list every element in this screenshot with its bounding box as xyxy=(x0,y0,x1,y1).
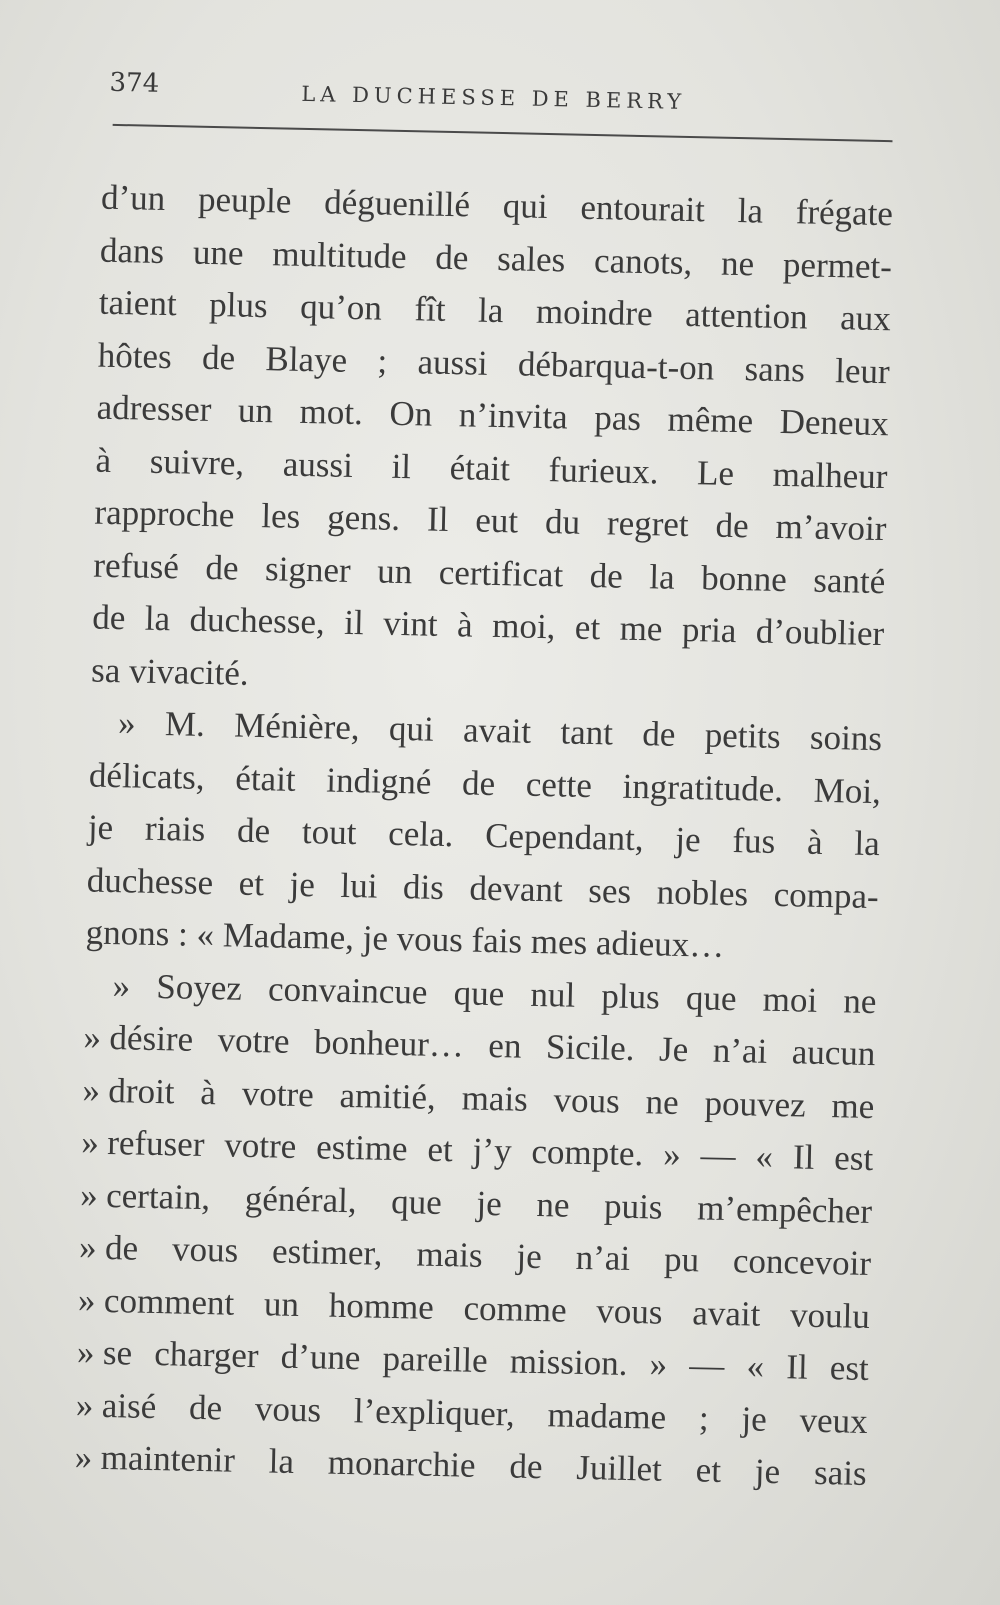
text-line: aisé de vous l’expliquer, madame ; je veux xyxy=(101,1385,869,1441)
text-line: hôtes de Blaye ; aussi débarqua-t-on sans leur xyxy=(97,335,891,391)
text-line: gnons : « Madame, je vous fais mes adieux… xyxy=(85,912,725,965)
text-line: refusé de signer un certificat de la bonne santé xyxy=(93,545,886,601)
paragraph-3 xyxy=(74,959,877,1500)
paragraph-2 xyxy=(85,697,882,976)
header-rule xyxy=(113,124,893,142)
text-line: de la duchesse, il vint à moi, et me pria d’oublier xyxy=(91,597,885,654)
page-number: 374 xyxy=(109,67,160,99)
quote-mark: » xyxy=(79,1174,99,1215)
text-line: taient plus qu’on fît la moindre attention aux xyxy=(98,282,892,339)
text-line: comment un homme comme vous avait voulu xyxy=(103,1280,871,1336)
quote-mark: » xyxy=(83,1017,102,1057)
text-line: droit à votre amitié, mais vous ne pouvez me xyxy=(108,1070,875,1126)
paragraph-1 xyxy=(91,172,894,713)
body-text xyxy=(74,172,893,1501)
text-line: désire votre bonheur… en Sicile. Je n’ai aucun xyxy=(109,1018,876,1074)
text-line: » Soyez convaincue que nul plus que moi ne xyxy=(112,965,877,1021)
quote-mark: » xyxy=(75,1384,94,1425)
quote-mark: » xyxy=(78,1227,98,1267)
running-title: LA DUCHESSE DE BERRY xyxy=(301,81,687,114)
text-line: maintenir la monarchie de Juillet et je sais xyxy=(100,1437,867,1493)
text-line: délicats, était indigné de cette ingratitude. Moi, xyxy=(88,755,882,811)
quote-mark: » xyxy=(76,1332,95,1372)
quote-mark: » xyxy=(82,1069,101,1110)
text-line: » M. Ménière, qui avait tant de petits soins xyxy=(117,703,883,759)
text-line: adresser un mot. On n’invita pas même Deneux xyxy=(96,387,889,444)
text-line: duchesse et je lui dis devant ses nobles compa- xyxy=(86,860,880,916)
quote-mark: » xyxy=(77,1279,96,1320)
text-line: je riais de tout cela. Cependant, je fus à la xyxy=(87,807,881,864)
text-line: certain, général, que je ne puis m’empêcher xyxy=(105,1175,873,1231)
quote-mark: » xyxy=(80,1122,100,1162)
text-line: sa vivacité. xyxy=(90,650,250,693)
text-line: de vous estimer, mais je n’ai pu concevoir xyxy=(104,1227,872,1284)
text-line: refuser votre estime et j’y compte. » — « Il est xyxy=(106,1122,874,1179)
text-line: dans une multitude de sales canots, ne permet- xyxy=(99,230,893,286)
text-line: à suivre, aussi il était furieux. Le malheur xyxy=(95,440,888,496)
text-line: se charger d’une pareille mission. » — « Il est xyxy=(102,1332,870,1388)
quote-mark: » xyxy=(74,1437,93,1477)
text-line: rapproche les gens. Il eut du regret de m’avoir xyxy=(94,492,887,549)
text-line: d’un peuple déguenillé qui entourait la frégate xyxy=(100,177,894,234)
